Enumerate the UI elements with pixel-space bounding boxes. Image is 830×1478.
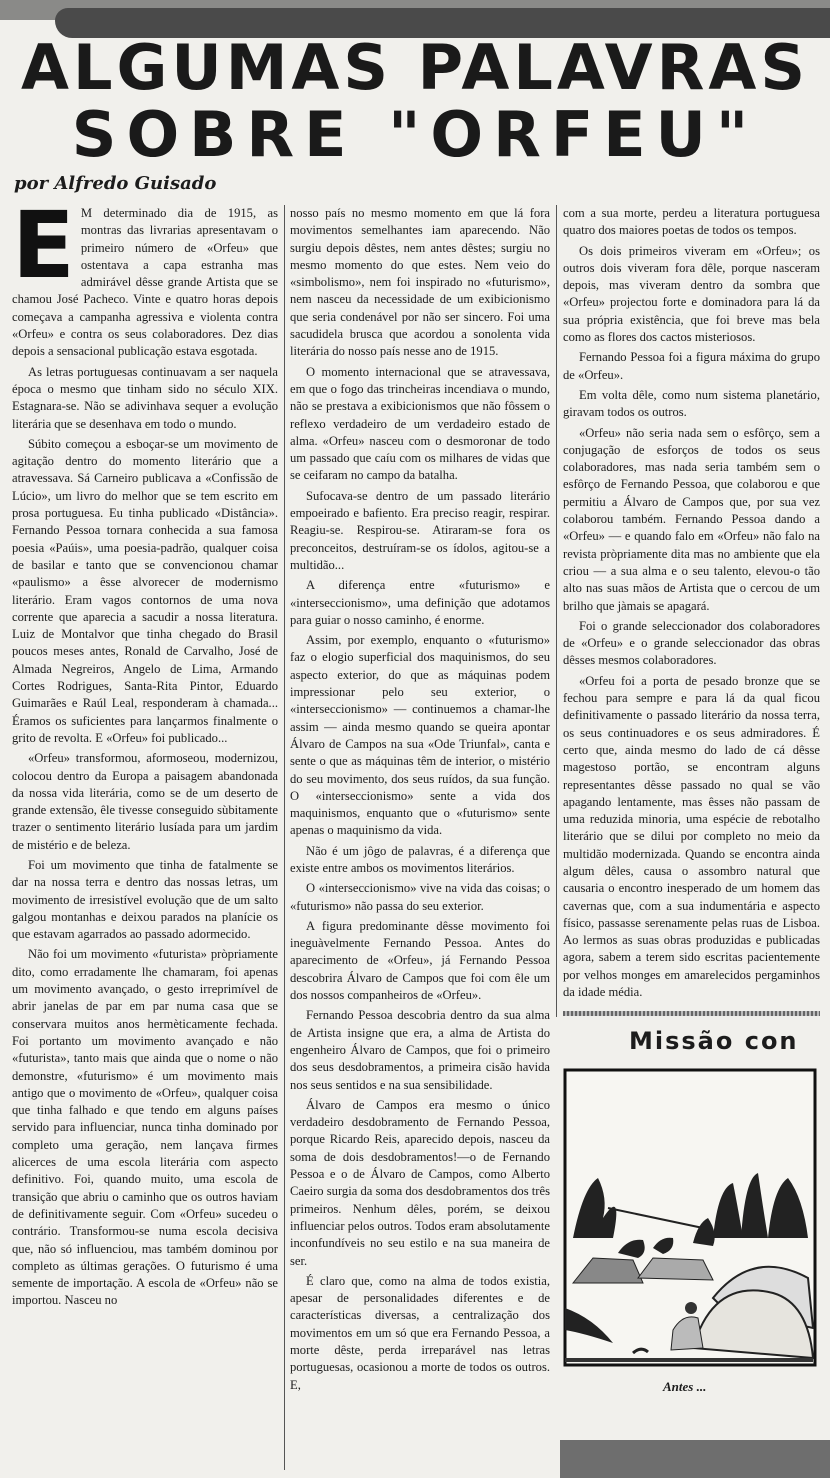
- paragraph: As letras portuguesas continuavam a ser naquela época o mesmo que tinham sido no século XIX. Estagnara-se. Não se adivinhava sequer a evolução literária que se desenhava em todo o mundo.: [12, 364, 278, 431]
- article-column-2: [290, 205, 550, 1397]
- headline-line-1: ALGUMAS PALAVRAS: [20, 31, 810, 104]
- paragraph: «Orfeu» transformou, aformoseou, modernizou, colocou dentro da Europa a paisagem abandonada da nossa vida literária, como se de um deserto de grande extensão, êle tivesse conseguido sùbitamente trazer o sentimento literário lusíada para um jardim de mistério e de beleza.: [12, 751, 278, 852]
- illustration-caption: Antes ...: [663, 1379, 707, 1395]
- paragraph: Súbito começou a esboçar-se um movimento de agitação dentro do momento literário que a atravessava. Sá Carneiro publicava a «Confissão de Lúcio», um livro do melhor que se tem escrito em prosa portuguesa. Eu tinha publicado «Distância». Fernando Pessoa tornara conhecida a sua famosa poesia «Paúis», uma poesia-padrão, qualquer coisa de basilar e tanto que se convencionou chamar «paulismo» a êsse alvorecer de modernismo literário. Eram vagos contornos de uma nova corrente que aparecia a sacudir a nossa literatura. Luiz de Montalvor que tinha chegado do Brasil poucos meses antes, Ronald de Carvalho, José de Almada Negreiros, Angelo de Lima, Armando Cortes Rodrigues, Santa-Rita Pintor, Eduardo Guimarães e Raúl Leal, responderam à chamada... Éramos os suficientes para lançarmos finalmente o grito de revolta. E «Orfeu» foi publicado...: [12, 436, 278, 745]
- paragraph: Assim, por exemplo, enquanto o «futurismo» faz o elogio superficial dos maquinismos, do seu aspecto exterior, do que as máquinas podem impressionar pelo seu exterior, o «interseccionismo» — continuemos a chamar-lhe assim — ainda mesmo quando se queira apontar Álvaro de Campos na sua «Ode Triunfal», canta e sente o que as máquinas têm de interior, o mistério do seu movimento, dos seus ruídos, da sua função. O «interseccionismo» sente a vida dos maquinismos, enquanto que o «futurismo» sente apenas o maquinismo da vida.: [290, 633, 550, 838]
- paragraph: «Orfeu foi a porta de pesado bronze que se fechou para sempre e para lá da qual ficou definitivamente o passado literário da nossa terra, os seus continuadores e os seus admiradores. É certo que, ainda mesmo do lado de cá dêsse magestoso portão, se encontram alguns representantes dêsse passado no qual se vão apagando lentamente, mas êsses não passam de uma reduzida minoria, uma espécie de rebotalho literário que se dilui por completo no meio da multidão modernizada. Quando se encontra ainda algum dêles, causa o assombro natural que causaria o encontro inesperado de um homem das cavernas que, com a sua indumentária e aspecto físico, passasse serenamente pelas ruas de Lisboa. Ao lermos as suas obras produzidas e publicadas agora, sabem a terem sido escritas pacientemente por velhos monges em amarelecidos pergaminhos da idade média.: [563, 673, 820, 1000]
- paragraph: [12, 192, 278, 361]
- paragraph: Fernando Pessoa descobria dentro da sua alma de Artista insigne que era, a alma de Artista do engenheiro Álvaro de Campos, que foi o primeiro dos seus desdobramentos, a primeira cisão havida nos seus sentidos e na sua sensibilidade.: [290, 1008, 550, 1092]
- paragraph: nosso país no mesmo momento em que lá fora movimentos semelhantes iam aparecendo. Não surgiu depois dêstes, nem antes dêstes; surgiu no mesmo momento do que estes. Nem veio do «simbolismo», nem foi inspirado no «futurismo», nem nasceu da necessidade de um exibicionismo que seria condenável por não ser sincero. Foi uma sacudidela brusca que acordou a sonolenta vida literária do nosso país nesse ano de 1915.: [290, 206, 550, 359]
- paragraph: Os dois primeiros viveram em «Orfeu»; os outros dois viveram fora dêle, porque nasceram depois, mas viveram dentro da sombra que «Orfeu» projectou forte e dominadora para lá da sua própria existência, que foi breve mas bela como as flores dos cactos misteriosos.: [563, 243, 820, 345]
- paragraph: «Orfeu» não seria nada sem o esfôrço, sem a conjugação de esforços de todos os seus colaboradores, mas nada seria também sem o esfôrço de Fernando Pessoa, que colaborou e que permitiu a Álvaro de Campos que, por sua vez colaborou também. Fernando Pessoa dando a «Orfeu» — e quando falo em «Orfeu» não falo na revista pròpriamente dita mas no ambiente que ela criou — a sua alma e o seu talento, elevou-o tão alto nas suas mãos de Artista que o cercou de um brilho que jàmais se apagará.: [563, 425, 820, 613]
- paragraph: O momento internacional que se atravessava, em que o fogo das trincheiras incendiava o mundo, não se prestava a exibicionismos que não fôssem o reflexo verdadeiro de um verdadeiro estado de alma. «Orfeu» nasceu com o desmoronar de todo um passado que caíu com os milhares de vidas que se ceifaram no campo da batalha.: [290, 364, 550, 483]
- paragraph: A diferença entre «futurismo» e «interseccionismo», uma definição que adotamos para guiar o nosso caminho, é enorme.: [290, 578, 550, 627]
- sidebar-heading: Missão con: [629, 1027, 799, 1056]
- paragraph: Não é um jôgo de palavras, é a diferença que existe entre ambos os movimentos literários.: [290, 843, 550, 875]
- section-divider: [563, 1011, 820, 1016]
- paragraph: Foi um movimento que tinha de fatalmente se dar na nossa terra e dentro das nossas letras, um movimento de irresistível evolução que de um salto galgou montanhas e deixou parados na planície os que estavam agarrados ao passado adormecido.: [12, 857, 278, 942]
- paragraph: Sufocava-se dentro de um passado literário empoeirado e bafiento. Era preciso reagir, respirar. Reagiu-se. Respirou-se. Atiraram-se fora os preconceitos, destruíram-se os ídolos, agitou-se a multidão...: [290, 488, 550, 572]
- paragraph: A figura predominante dêsse movimento foi ineguàvelmente Fernando Pessoa. Antes do aparecimento de «Orfeu», já Fernando Pessoa descobrira Álvaro de Campos que foi com êle um dos nossos companheiros de «Orfeu».: [290, 918, 550, 1003]
- paragraph: Álvaro de Campos era mesmo o único verdadeiro desdobramento de Fernando Pessoa, porque Ricardo Reis, aparecido depois, nasceu da soma de dois desdobramentos!—o de Fernando Pessoa e o de Álvaro de Campos, como Alberto Caeiro surgia da soma dos desdobramentos dos três primeiros. Nenhum dêles, porém, se deixou influenciar pelos outros. Todos eram absolutamente inconfundíveis no seu estilo e na sua maneira de ser.: [290, 1097, 550, 1268]
- article-column-3: [563, 205, 820, 1001]
- paragraph: Fernando Pessoa foi a figura máxima do grupo de «Orfeu».: [563, 350, 820, 382]
- paragraph: O «interseccionismo» vive na vida das coisas; o «futurismo» não passa do seu exterior.: [290, 881, 550, 913]
- paragraph-text: M determinado dia de 1915, as montras das livrarias apresentavam o primeiro número de «Orfeu» que ostentava a capa estranha mas admirável dêsse grande Artista que se chamou José Pacheco. Vinte e quatro horas depois começava a campanha agressiva e violenta contra «Orfeu» e contra os seus colaboradores. Dez dias depois a sensacional publicação estava esgotada.: [12, 206, 278, 359]
- paragraph: Foi o grande seleccionador dos colaboradores de «Orfeu» e o grande seleccionador das obras dêsses mesmos colaboradores.: [563, 618, 820, 668]
- paragraph: É claro que, como na alma de todos existia, apesar de personalidades diferentes e de características diversas, a centralização dos movimentos em um só que era Fernando Pessoa, a morte dêste, perda irreparável nas letras portuguesas, ocasionou a morte de todos os outros. E,: [290, 1273, 550, 1392]
- column-divider: [556, 205, 557, 1017]
- article-column-1: [12, 192, 278, 1313]
- paragraph: com a sua morte, perdeu a literatura portuguesa quatro dos maiores poetas de todos os tempos.: [563, 206, 820, 238]
- paragraph: Não foi um movimento «futurista» pròpriamente dito, como erradamente lhe chamaram, foi apenas um movimento avançado, o gesto irreprimível de abrir janelas de par em par numa casa que se conservara muitos anos hermèticamente fechada. Foi portanto um movimento avançado e não «futurista», tanto mais que ainda que o nome o não demonstre, «futurismo» é um movimento mais antigo que o movimento de «Orfeu», qualquer coisa que tinha falhado e que tendo em alguns países servido para influenciar, nunca tinha dominado por completo uma geração, nem lançava firmes alicerces de uma escola literária com aspecto definitivo. Foi, quando muito, uma escola de transição que abriu o caminho que os outros haviam de definitivamente seguir. Com «Orfeu» sucedeu o contrário. Transformou-se numa escola decisiva que, não só influenciou, mas também dominou por completo as últimas gerações. O futurismo é uma semente de importação. A escola de «Orfeu» não se importou. Nasceu no: [12, 947, 278, 1308]
- column-divider: [284, 205, 285, 1470]
- drop-cap: E: [12, 192, 75, 299]
- right-column: [563, 205, 820, 1396]
- village-illustration: [563, 1068, 820, 1368]
- headline-line-2: SOBRE "ORFEU": [71, 98, 759, 171]
- paragraph: Em volta dêle, como num sistema planetário, giravam todos os outros.: [563, 387, 820, 420]
- byline: por Alfredo Guisado: [14, 173, 217, 194]
- bottom-border-band: [560, 1440, 830, 1478]
